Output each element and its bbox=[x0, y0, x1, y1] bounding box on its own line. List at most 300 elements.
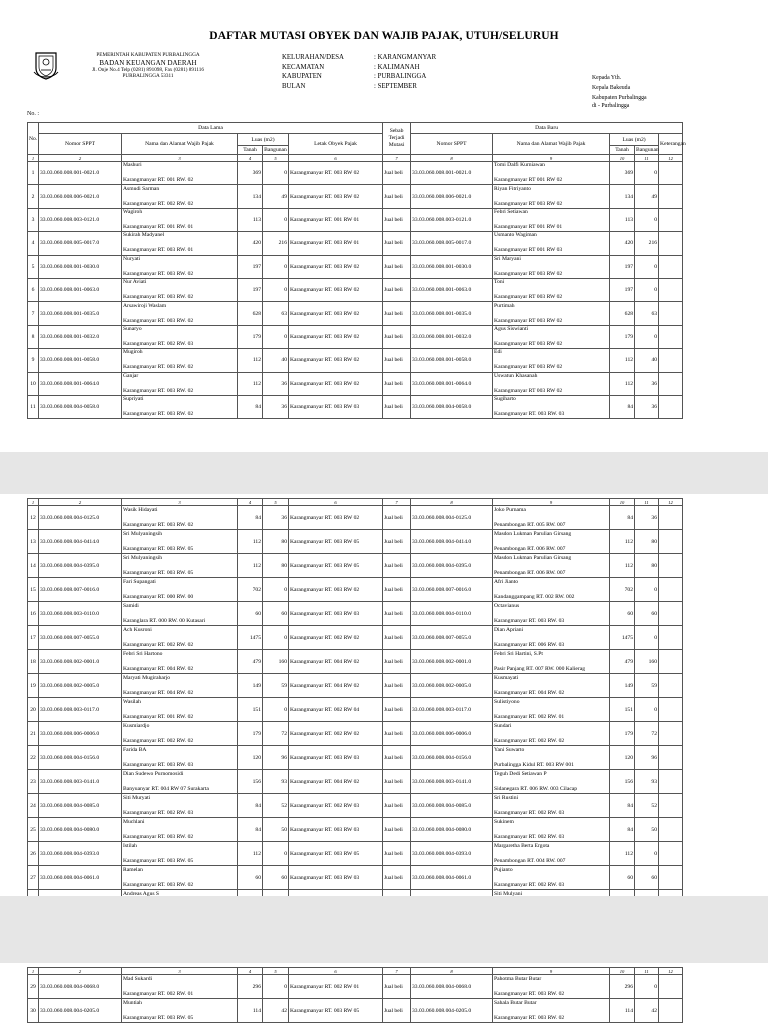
nama-alamat bbox=[122, 302, 238, 325]
taxpayer-name: Mugiroh bbox=[123, 349, 143, 356]
info-value: : KALIMANAH bbox=[374, 63, 420, 71]
taxpayer-name: Sulistiyono bbox=[494, 698, 520, 705]
nama-alamat bbox=[122, 506, 238, 530]
luas-tanah-baru: 134 bbox=[610, 185, 635, 208]
luas-bangunan-baru: 36 bbox=[635, 372, 659, 395]
luas-bangunan: 0 bbox=[263, 162, 289, 185]
nama-alamat bbox=[122, 255, 238, 278]
header-data-baru: Data Baru bbox=[411, 123, 683, 134]
taxpayer-address: Karangmanyar RT. 003 RW. 01 bbox=[123, 247, 194, 254]
taxpayer-name: Febri Setiawan bbox=[494, 208, 528, 215]
taxpayer-name: Margaretha Berta Ergota bbox=[494, 842, 550, 849]
taxpayer-name: Febri Sri Hartini, S.Pt bbox=[494, 650, 543, 657]
luas-tanah-baru: 120 bbox=[610, 746, 635, 770]
taxpayer-address: Sidanegara RT. 006 RW. 003 Cilacap bbox=[494, 785, 578, 792]
luas-tanah-baru: 114 bbox=[610, 999, 635, 1023]
keterangan bbox=[659, 162, 683, 185]
taxpayer-name: Joko Purnama bbox=[494, 506, 526, 513]
nama-alamat bbox=[122, 842, 238, 866]
letak-obyek: Karangmanyar RT. 002 RW 04 bbox=[289, 698, 383, 722]
letak-obyek: Karangmanyar RT. 004 RW 02 bbox=[289, 674, 383, 698]
header-luas: Luas (m2) bbox=[238, 134, 289, 146]
row-number: 14 bbox=[28, 554, 39, 578]
letak-obyek: Karangmanyar RT. 003 RW 05 bbox=[289, 999, 383, 1023]
recipient-line: Kepada Yth. bbox=[592, 75, 622, 81]
nama-alamat-baru bbox=[493, 842, 610, 866]
row-number: 12 bbox=[28, 506, 39, 530]
nomor-sppt-baru: 33.03.060.008.007-0055.0 bbox=[411, 626, 493, 650]
luas-tanah-baru: 702 bbox=[610, 578, 635, 602]
row-number: 1 bbox=[28, 162, 39, 185]
taxpayer-address: Karangmanyar RT 003 RW 02 bbox=[494, 340, 563, 347]
taxpayer-name: Riyan Fitriyanto bbox=[494, 185, 531, 192]
luas-tanah-baru: 628 bbox=[610, 302, 635, 325]
nomor-sppt: 33.03.060.008.001-0035.0 bbox=[39, 302, 122, 325]
luas-tanah-baru: 112 bbox=[610, 554, 635, 578]
info-value: : KARANGMANYAR bbox=[374, 54, 437, 61]
page-gap bbox=[0, 452, 768, 494]
row-number: 4 bbox=[28, 232, 39, 255]
keterangan bbox=[659, 578, 683, 602]
letak-obyek: Karangmanyar RT. 003 RW 02 bbox=[289, 325, 383, 348]
taxpayer-name: Farida BA bbox=[123, 746, 147, 753]
luas-tanah-baru: 112 bbox=[610, 530, 635, 554]
luas-bangunan: 50 bbox=[263, 818, 289, 842]
keterangan bbox=[659, 255, 683, 278]
header-keterangan: Keterangan bbox=[659, 134, 683, 155]
keterangan bbox=[659, 602, 683, 626]
document-page-2 bbox=[0, 494, 768, 896]
taxpayer-name: Sri Maryani bbox=[494, 255, 521, 262]
luas-bangunan-baru: 0 bbox=[635, 842, 659, 866]
nomor-sppt: 33.03.060.008.004-0156.0 bbox=[39, 746, 122, 770]
luas-tanah: 113 bbox=[238, 208, 263, 231]
taxpayer-address: Penambongan RT. 006 RW. 007 bbox=[494, 569, 566, 576]
luas-bangunan-baru: 60 bbox=[635, 866, 659, 890]
nama-alamat-baru bbox=[493, 975, 610, 999]
taxpayer-address: Karanglara RT. 000 RW. 00 Kutasari bbox=[123, 617, 206, 624]
taxpayer-address: Karangmanyar RT. 003 RW. 02 bbox=[494, 1014, 565, 1021]
taxpayer-name: Istilah bbox=[123, 842, 137, 849]
taxpayer-address: Karangmanyar RT. 002 RW. 03 bbox=[494, 881, 565, 888]
keterangan bbox=[659, 674, 683, 698]
table-row bbox=[28, 255, 683, 278]
luas-bangunan: 96 bbox=[263, 746, 289, 770]
table-body bbox=[28, 162, 683, 419]
row-number: 30 bbox=[28, 999, 39, 1023]
header-bangunan-baru: Bangunan bbox=[636, 147, 659, 153]
sebab-mutasi: Jual beli bbox=[383, 650, 411, 674]
keterangan bbox=[659, 770, 683, 794]
nomor-sppt: 33.03.060.008.004-0414.0 bbox=[39, 530, 122, 554]
taxpayer-address: Karangmanyar RT. 003 RW. 03 bbox=[494, 411, 565, 418]
header-no: No. bbox=[28, 123, 39, 155]
table-row bbox=[28, 842, 683, 866]
taxpayer-address: Karangmanyar RT. 004 RW. 02 bbox=[494, 689, 565, 696]
taxpayer-address: Karangmanyar RT. 003 RW. 02 bbox=[123, 294, 194, 301]
letak-obyek: Karangmanyar RT. 003 RW 05 bbox=[289, 530, 383, 554]
nomor-sppt-baru: 33.03.060.008.004-0395.0 bbox=[411, 554, 493, 578]
luas-bangunan-baru: 52 bbox=[635, 794, 659, 818]
agency-line-1: PEMERINTAH KABUPATEN PURBALINGGA bbox=[96, 52, 200, 58]
sebab-mutasi: Jual beli bbox=[383, 278, 411, 301]
taxpayer-address: Pasir Panjang RT. 007 RW. 000 Kalierag bbox=[494, 665, 586, 672]
taxpayer-address: Karangmanyar RT. 003 RW. 02 bbox=[123, 881, 194, 888]
sebab-mutasi: Jual beli bbox=[383, 162, 411, 185]
luas-tanah: 60 bbox=[238, 866, 263, 890]
luas-tanah: 112 bbox=[238, 554, 263, 578]
nomor-sppt-baru: 33.03.060.008.007-0016.0 bbox=[411, 578, 493, 602]
taxpayer-name: Muntiah bbox=[123, 999, 142, 1006]
luas-tanah-baru: 296 bbox=[610, 975, 635, 999]
luas-tanah-baru: 151 bbox=[610, 698, 635, 722]
luas-tanah-baru: 420 bbox=[610, 232, 635, 255]
nomor-sppt: 33.03.060.008.001-0021.0 bbox=[39, 162, 122, 185]
column-number-row: 1 2 3 4 5 6 7 8 9 10 11 12 bbox=[28, 499, 683, 506]
sebab-mutasi: Jual beli bbox=[383, 999, 411, 1023]
taxpayer-address: Karangmanyar RT 003 RW 02 bbox=[494, 317, 563, 324]
letak-obyek: Karangmanyar RT. 003 RW 03 bbox=[289, 818, 383, 842]
sebab-mutasi: Jual beli bbox=[383, 530, 411, 554]
luas-tanah: 197 bbox=[238, 255, 263, 278]
taxpayer-name: Wasik Hidayati bbox=[123, 506, 158, 513]
taxpayer-address: Karangmanyar RT 001 RW 03 bbox=[494, 247, 563, 254]
header-bangunan: Bangunan bbox=[264, 147, 287, 153]
luas-bangunan-baru: 59 bbox=[635, 674, 659, 698]
row-number: 13 bbox=[28, 530, 39, 554]
luas-tanah: 151 bbox=[238, 698, 263, 722]
nama-alamat bbox=[122, 208, 238, 231]
taxpayer-name: Nur Aviati bbox=[123, 279, 147, 286]
nama-alamat-baru bbox=[493, 395, 610, 418]
taxpayer-address: Karangmanyar RT 003 RW 02 bbox=[494, 364, 563, 371]
nomor-sppt-baru: 33.03.060.008.006-0006.0 bbox=[411, 722, 493, 746]
taxpayer-name: Siti Mulyani bbox=[494, 890, 523, 897]
taxpayer-address: Karangmanyar RT. 002 RW. 02 bbox=[494, 737, 565, 744]
mutation-table-continued bbox=[27, 967, 683, 1023]
nomor-sppt-baru: 33.03.060.008.001-0035.0 bbox=[411, 302, 493, 325]
taxpayer-address: Karangmanyar RT. 002 RW. 02 bbox=[123, 737, 194, 744]
taxpayer-name: Purtimah bbox=[494, 302, 515, 309]
luas-tanah: 134 bbox=[238, 185, 263, 208]
taxpayer-name: Kusmayati bbox=[494, 674, 519, 681]
document-page-1 bbox=[0, 0, 768, 452]
nama-alamat bbox=[122, 185, 238, 208]
nama-alamat-baru bbox=[493, 770, 610, 794]
taxpayer-name: Sundari bbox=[494, 722, 512, 729]
luas-bangunan: 0 bbox=[263, 208, 289, 231]
sebab-mutasi: Jual beli bbox=[383, 506, 411, 530]
sebab-mutasi: Jual beli bbox=[383, 842, 411, 866]
luas-bangunan-baru: 0 bbox=[635, 162, 659, 185]
sebab-mutasi: Jual beli bbox=[383, 554, 411, 578]
nomor-sppt-baru: 33.03.060.008.004-0110.0 bbox=[411, 602, 493, 626]
sebab-mutasi: Jual beli bbox=[383, 866, 411, 890]
row-number: 10 bbox=[28, 372, 39, 395]
luas-tanah: 197 bbox=[238, 278, 263, 301]
table-body bbox=[28, 506, 683, 914]
taxpayer-name: Edi bbox=[494, 349, 502, 356]
luas-bangunan: 36 bbox=[263, 395, 289, 418]
purbalingga-emblem-icon bbox=[34, 50, 58, 80]
nomor-sppt-baru: 33.03.060.008.004-0058.0 bbox=[411, 395, 493, 418]
keterangan bbox=[659, 999, 683, 1023]
letak-obyek: Karangmanyar RT. 003 RW 02 bbox=[289, 302, 383, 325]
luas-bangunan-baru: 49 bbox=[635, 185, 659, 208]
nama-alamat-baru bbox=[493, 325, 610, 348]
row-number: 11 bbox=[28, 395, 39, 418]
keterangan bbox=[659, 302, 683, 325]
taxpayer-address: Karangmanyar RT. 003 RW. 02 bbox=[123, 833, 194, 840]
row-number: 20 bbox=[28, 698, 39, 722]
taxpayer-address: Kandanggampang RT. 002 RW. 002 bbox=[494, 593, 575, 600]
table-row bbox=[28, 746, 683, 770]
letak-obyek: Karangmanyar RT. 003 RW 02 bbox=[289, 278, 383, 301]
table-row bbox=[28, 349, 683, 372]
taxpayer-address: Karangmanyar RT. 001 RW. 01 bbox=[123, 223, 194, 230]
taxpayer-name: Wagiroh bbox=[123, 208, 143, 215]
taxpayer-name: Arsawiroji Waslam bbox=[123, 302, 167, 309]
nama-alamat bbox=[122, 698, 238, 722]
header-letak: Letak Obyek Pajak bbox=[289, 134, 383, 155]
luas-tanah: 84 bbox=[238, 506, 263, 530]
table-row bbox=[28, 770, 683, 794]
keterangan bbox=[659, 746, 683, 770]
taxpayer-address: Karangmanyar RT. 002 RW. 01 bbox=[123, 990, 194, 997]
nama-alamat-baru bbox=[493, 506, 610, 530]
luas-tanah: 179 bbox=[238, 722, 263, 746]
luas-bangunan: 59 bbox=[263, 674, 289, 698]
row-number: 23 bbox=[28, 770, 39, 794]
taxpayer-address: Karangmanyar RT. 003 RW. 05 bbox=[123, 545, 194, 552]
luas-tanah-baru: 179 bbox=[610, 722, 635, 746]
nama-alamat bbox=[122, 578, 238, 602]
info-value: : PURBALINGGA bbox=[374, 73, 427, 81]
taxpayer-name: Dian Apriani bbox=[494, 626, 524, 633]
column-number-row: 1 2 3 4 5 6 7 8 9 10 11 12 bbox=[28, 155, 683, 162]
column-number-row: 1 2 3 4 5 6 7 8 9 10 11 12 bbox=[28, 968, 683, 975]
table-row bbox=[28, 866, 683, 890]
table-row bbox=[28, 975, 683, 999]
taxpayer-address: Purbalingga Kidul RT. 003 RW 001 bbox=[494, 761, 574, 768]
taxpayer-address: Karangmanyar RT. 004 RW. 02 bbox=[123, 689, 194, 696]
sebab-mutasi: Jual beli bbox=[383, 185, 411, 208]
nama-alamat-baru bbox=[493, 232, 610, 255]
luas-tanah: 112 bbox=[238, 530, 263, 554]
nomor-sppt-baru: 33.03.060.008.001-0063.0 bbox=[411, 278, 493, 301]
sebab-mutasi: Jual beli bbox=[383, 349, 411, 372]
luas-tanah: 60 bbox=[238, 602, 263, 626]
luas-bangunan: 0 bbox=[263, 325, 289, 348]
taxpayer-address: Karangmanyar RT. 001 RW. 02 bbox=[123, 713, 194, 720]
sebab-mutasi: Jual beli bbox=[383, 208, 411, 231]
nomor-sppt: 33.03.060.008.004-0393.0 bbox=[39, 842, 122, 866]
luas-bangunan: 42 bbox=[263, 999, 289, 1023]
keterangan bbox=[659, 372, 683, 395]
luas-bangunan: 0 bbox=[263, 975, 289, 999]
luas-tanah-baru: 112 bbox=[610, 372, 635, 395]
luas-bangunan: 0 bbox=[263, 578, 289, 602]
nama-alamat bbox=[122, 530, 238, 554]
luas-tanah-baru: 60 bbox=[610, 602, 635, 626]
luas-tanah-baru: 479 bbox=[610, 650, 635, 674]
taxpayer-name: Octavianus bbox=[494, 602, 520, 609]
letak-obyek: Karangmanyar RT. 003 RW 02 bbox=[289, 578, 383, 602]
row-number: 22 bbox=[28, 746, 39, 770]
keterangan bbox=[659, 349, 683, 372]
taxpayer-name: Andreas Agus S bbox=[123, 890, 160, 897]
luas-tanah-baru: 197 bbox=[610, 255, 635, 278]
sebab-mutasi: Jual beli bbox=[383, 302, 411, 325]
luas-tanah: 112 bbox=[238, 372, 263, 395]
nama-alamat bbox=[122, 770, 238, 794]
header-data-lama: Data Lama bbox=[39, 123, 383, 134]
taxpayer-address: Karangmanyar RT 003 RW 02 bbox=[494, 387, 563, 394]
taxpayer-name: Sahala Butar Butar bbox=[494, 999, 537, 1006]
luas-tanah-baru: 112 bbox=[610, 842, 635, 866]
luas-bangunan: 80 bbox=[263, 554, 289, 578]
taxpayer-address: Karangmanyar RT. 002 RW. 03 bbox=[123, 340, 194, 347]
letak-obyek: Karangmanyar RT. 003 RW 02 bbox=[289, 162, 383, 185]
sebab-mutasi: Jual beli bbox=[383, 674, 411, 698]
nama-alamat bbox=[122, 975, 238, 999]
luas-bangunan-baru: 80 bbox=[635, 554, 659, 578]
luas-bangunan-baru: 0 bbox=[635, 698, 659, 722]
taxpayer-name: Febri Sri Hartono bbox=[123, 650, 163, 657]
luas-tanah-baru: 1475 bbox=[610, 626, 635, 650]
keterangan bbox=[659, 395, 683, 418]
nomor-sppt: 33.03.060.008.002-0001.0 bbox=[39, 650, 122, 674]
nomor-sppt: 33.03.060.008.004-0080.0 bbox=[39, 818, 122, 842]
taxpayer-name: Asmudi Sarman bbox=[123, 185, 160, 192]
nama-alamat-baru bbox=[493, 255, 610, 278]
keterangan bbox=[659, 626, 683, 650]
luas-tanah: 179 bbox=[238, 325, 263, 348]
nama-alamat-baru bbox=[493, 302, 610, 325]
nomor-sppt-baru: 33.03.060.008.003-0121.0 bbox=[411, 208, 493, 231]
info-value: : SEPTEMBER bbox=[374, 82, 417, 90]
letak-obyek: Karangmanyar RT. 004 RW 02 bbox=[289, 770, 383, 794]
sebab-mutasi: Jual beli bbox=[383, 746, 411, 770]
header-nama-alamat-baru: Nama dan Alamat Wajib Pajak bbox=[493, 134, 610, 155]
nomor-sppt-baru: 33.03.060.008.004-0205.0 bbox=[411, 999, 493, 1023]
keterangan bbox=[659, 278, 683, 301]
row-number: 15 bbox=[28, 578, 39, 602]
keterangan bbox=[659, 554, 683, 578]
luas-tanah: 84 bbox=[238, 395, 263, 418]
luas-bangunan: 0 bbox=[263, 698, 289, 722]
row-number: 29 bbox=[28, 975, 39, 999]
taxpayer-name: Afri Jianto bbox=[494, 578, 519, 585]
row-number: 24 bbox=[28, 794, 39, 818]
luas-bangunan: 49 bbox=[263, 185, 289, 208]
taxpayer-address: Karangmanyar RT 003 RW 02 bbox=[494, 294, 563, 301]
info-label: KECAMATAN bbox=[282, 63, 325, 71]
taxpayer-name: Supriyati bbox=[123, 396, 144, 403]
recipient-block bbox=[592, 74, 647, 110]
taxpayer-address: Karangmanyar RT 003 RW 02 bbox=[494, 270, 563, 277]
table-row bbox=[28, 794, 683, 818]
nama-alamat bbox=[122, 999, 238, 1023]
row-number: 25 bbox=[28, 818, 39, 842]
luas-bangunan-baru: 42 bbox=[635, 999, 659, 1023]
nomor-sppt: 33.03.060.008.004-0205.0 bbox=[39, 999, 122, 1023]
luas-bangunan: 0 bbox=[263, 842, 289, 866]
nomor-sppt: 33.03.060.008.003-0117.0 bbox=[39, 698, 122, 722]
info-label: BULAN bbox=[282, 82, 306, 90]
luas-tanah-baru: 156 bbox=[610, 770, 635, 794]
agency-line-4: PURBALINGGA 53311 bbox=[122, 73, 174, 80]
header-tanah: Tanah bbox=[238, 146, 263, 155]
luas-bangunan-baru: 0 bbox=[635, 255, 659, 278]
taxpayer-address: Karangmanyar RT 003 RW 02 bbox=[494, 200, 563, 207]
luas-tanah: 84 bbox=[238, 818, 263, 842]
nomor-sppt: 33.03.060.008.005-0017.0 bbox=[39, 232, 122, 255]
letak-obyek: Karangmanyar RT. 003 RW 05 bbox=[289, 842, 383, 866]
nomor-sppt-baru: 33.03.060.008.004-0085.0 bbox=[411, 794, 493, 818]
header-nama-alamat: Nama dan Alamat Wajib Pajak bbox=[122, 134, 238, 155]
taxpayer-name: Dian Sudewo Purnomosidi bbox=[123, 770, 184, 777]
mutation-table-continued bbox=[27, 498, 683, 914]
luas-bangunan-baru: 36 bbox=[635, 506, 659, 530]
luas-tanah: 114 bbox=[238, 999, 263, 1023]
taxpayer-name: Siti Muryati bbox=[123, 794, 151, 801]
nama-alamat-baru bbox=[493, 650, 610, 674]
luas-bangunan-baru: 0 bbox=[635, 578, 659, 602]
taxpayer-name: Samidi bbox=[123, 602, 139, 609]
sebab-mutasi: Jual beli bbox=[383, 255, 411, 278]
keterangan bbox=[659, 866, 683, 890]
nomor-sppt-baru: 33.03.060.008.004-0080.0 bbox=[411, 818, 493, 842]
luas-tanah-baru: 149 bbox=[610, 674, 635, 698]
luas-tanah: 296 bbox=[238, 975, 263, 999]
table-row bbox=[28, 626, 683, 650]
luas-tanah: 628 bbox=[238, 302, 263, 325]
taxpayer-name: Sugiharto bbox=[494, 396, 516, 403]
luas-bangunan: 80 bbox=[263, 530, 289, 554]
taxpayer-name: Pujianto bbox=[494, 866, 513, 873]
luas-tanah-baru: 84 bbox=[610, 506, 635, 530]
luas-bangunan-baru: 0 bbox=[635, 975, 659, 999]
row-number: 3 bbox=[28, 208, 39, 231]
luas-bangunan-baru: 60 bbox=[635, 602, 659, 626]
header-tanah-baru: Tanah bbox=[610, 146, 635, 155]
info-label: KELURAHAN/DESA bbox=[282, 54, 344, 61]
sebab-mutasi: Jual beli bbox=[383, 232, 411, 255]
luas-tanah-baru: 112 bbox=[610, 349, 635, 372]
letak-obyek: Karangmanyar RT. 003 RW 02 bbox=[289, 185, 383, 208]
luas-bangunan-baru: 0 bbox=[635, 278, 659, 301]
taxpayer-address: Karangmanyar RT. 003 RW. 02 bbox=[123, 521, 194, 528]
luas-tanah-baru: 369 bbox=[610, 162, 635, 185]
table-row bbox=[28, 162, 683, 185]
nomor-sppt: 33.03.060.008.004-0395.0 bbox=[39, 554, 122, 578]
table-row bbox=[28, 818, 683, 842]
letak-obyek: Karangmanyar RT. 001 RW 01 bbox=[289, 208, 383, 231]
keterangan bbox=[659, 530, 683, 554]
nomor-sppt-baru: 33.03.060.008.004-0125.0 bbox=[411, 506, 493, 530]
keterangan bbox=[659, 842, 683, 866]
taxpayer-name: Mad Sukardi bbox=[123, 975, 153, 982]
location-info bbox=[282, 53, 436, 91]
taxpayer-address: Karangmanyar RT. 003 RW. 03 bbox=[494, 617, 565, 624]
luas-tanah-baru: 84 bbox=[610, 794, 635, 818]
letak-obyek: Karangmanyar RT. 003 RW 02 bbox=[289, 506, 383, 530]
nomor-sppt-baru: 33.03.060.008.001-0021.0 bbox=[411, 162, 493, 185]
nama-alamat bbox=[122, 395, 238, 418]
row-number: 2 bbox=[28, 185, 39, 208]
luas-tanah: 84 bbox=[238, 794, 263, 818]
